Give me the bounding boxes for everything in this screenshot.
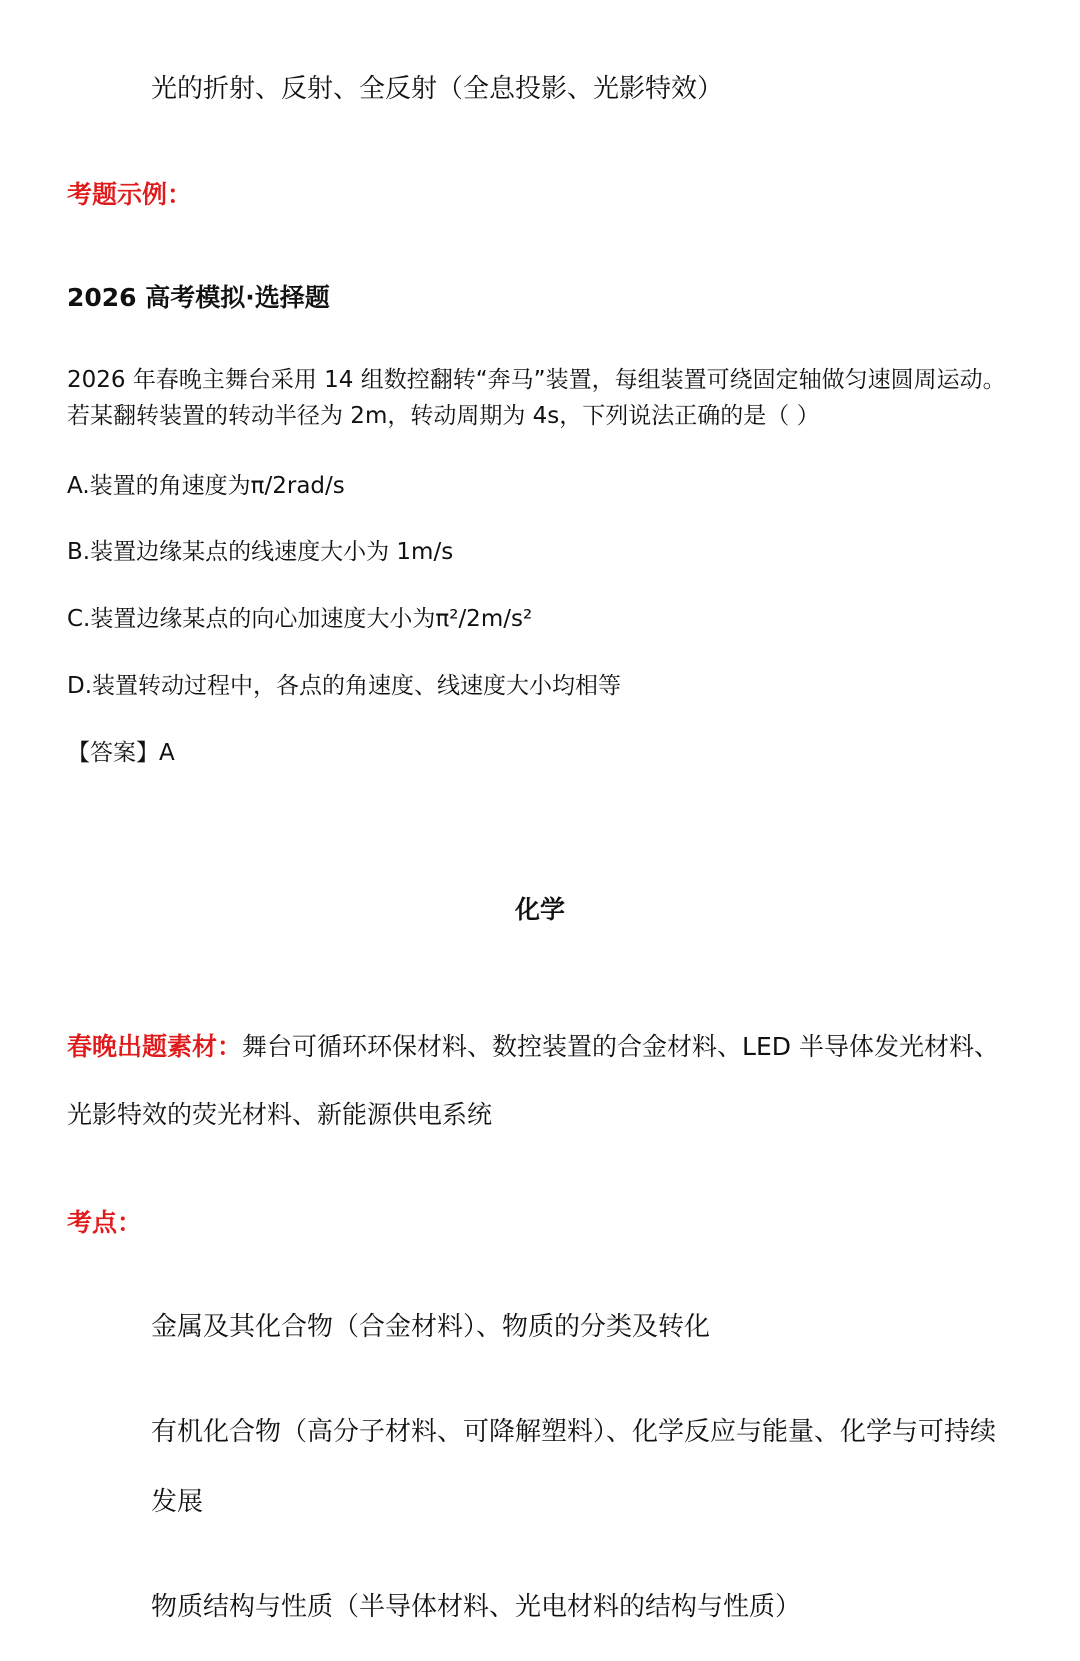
- point-item-3: 物质结构与性质（半导体材料、光电材料的结构与性质）: [151, 1592, 802, 1622]
- option-d: D.装置转动过程中，各点的角速度、线速度大小均相等: [67, 673, 622, 699]
- chemistry-material: [67, 1013, 1017, 1149]
- material-text: 舞台可循环环保材料、数控装置的合金材料、LED 半导体发光材料、光影特效的荧光材料、新能源供电系统: [67, 1032, 999, 1129]
- chemistry-title: 化学: [514, 895, 565, 924]
- material-label: 春晚出题素材：: [67, 1032, 243, 1061]
- point-item-2: 有机化合物（高分子材料、可降解塑料）、化学反应与能量、化学与可持续发展: [151, 1417, 997, 1517]
- question-stem: 2026 年春晚主舞台采用 14 组数控翻转“奔马”装置，每组装置可绕固定轴做匀速圆周运动。若某翻转装置的转动半径为 2m，转动周期为 4s，下列说法正确的是（ ）: [67, 367, 1006, 429]
- option-c: C.装置边缘某点的向心加速度大小为π²/2m/s²: [67, 606, 533, 632]
- point-item-1: 金属及其化合物（合金材料）、物质的分类及转化: [151, 1312, 711, 1342]
- points-label: 考点：: [67, 1208, 143, 1237]
- exam-subtitle: 2026 高考模拟·选择题: [67, 283, 330, 312]
- example-label: 考题示例：: [67, 180, 193, 209]
- option-b: B.装置边缘某点的线速度大小为 1m/s: [67, 539, 454, 565]
- physics-topic-item: 光的折射、反射、全反射（全息投影、光影特效）: [151, 74, 724, 104]
- answer: 【答案】A: [67, 740, 175, 766]
- option-a: A.装置的角速度为π/2rad/s: [67, 473, 345, 499]
